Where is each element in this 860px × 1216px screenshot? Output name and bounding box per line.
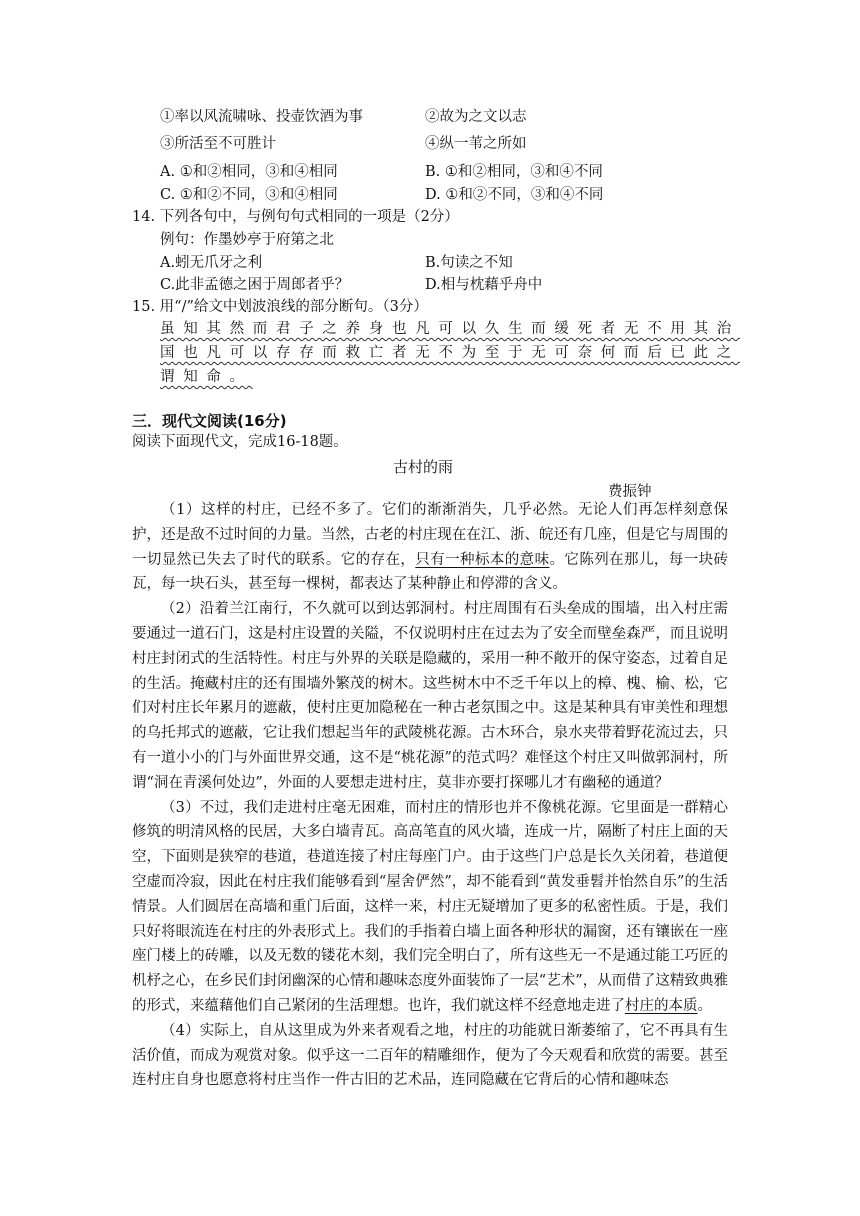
article-body <box>132 498 728 1093</box>
q15-wavy-text-3: 谓知命。 <box>160 369 253 385</box>
q15-passage-line-3 <box>160 367 253 387</box>
section-heading: 三．现代文阅读(16分) <box>132 412 287 430</box>
paragraph-3 <box>132 796 728 1019</box>
paragraph-2: （2）沿着兰江南行，不久就可以到达郭洞村。村庄周围有石头垒成的围墙，出入村庄需要通过一道石门，这是村庄设置的关隘，不仅说明村庄在过去为了安全而壁垒森严，而且说明村庄封闭式的生活特性。村庄与外界的关联是隐藏的，采用一种不敞开的保守姿态，过着自足的生活。掩藏村庄的还有围墙外繁茂的树木。这些树木中不乏千年以上的樟、槐、榆、松，它们对村庄长年累月的遮蔽，使村庄更加隐秘在一种古老氛围之中。这是某种具有审美性和理想的乌托邦式的遮蔽，它让我们想起当年的武陵桃花源。古木环合，泉水夹带着野花流过去，只有一道小小的门与外面世界交通，这不是“桃花源”的范式吗？难怪这个村庄又叫做郭洞村，所谓“洞在青溪何处边”，外面的人要想走进村庄，莫非亦要打探哪儿才有幽秘的通道？ <box>132 601 728 791</box>
q13-item-3: ③所活至不可胜计 <box>160 136 276 152</box>
paragraph-3-text-b: 。 <box>697 997 712 1014</box>
q13-item-4: ④纵一苇之所如 <box>425 136 527 152</box>
q13-option-b: B. ①和②相同，③和④不同 <box>425 164 603 180</box>
paragraph-1-text-b: 。它陈列在那儿，每一块砖瓦，每一块石头，甚至每一棵树，都表达了某种静止和停滞的含义。 <box>132 551 729 593</box>
q14-stem: 14. 下列各句中，与例句句式相同的一项是（2分） <box>132 209 459 225</box>
paragraph-4: （4）实际上，自从这里成为外来者观看之地，村庄的功能就日渐萎缩了，它不再具有生活价值，而成为观赏对象。似乎这一二百年的精雕细作，便为了今天观看和欣赏的需要。甚至连村庄自身也愿意将村庄当作一件古旧的艺术品，连同隐藏在它背后的心情和趣味态 <box>132 1022 728 1089</box>
q13-option-d: D. ①和②不同，③和④不同 <box>425 187 604 203</box>
paragraph-3-text-a: （3）不过，我们走进村庄毫无困难，而村庄的情形也并不像桃花源。它里面是一群精心修筑的明清风格的民居，大多白墙青瓦。高高笔直的风火墙，连成一片，隔断了村庄上面的天空，下面则是狭窄的巷道，巷道连接了村庄每座门户。由于这些门户总是长久关闭着，巷道便空虚而冷寂，因此在村庄我们能够看到“屋舍俨然”，却不能看到“黄发垂髫并怡然自乐”的生活情景。人们圆居在高墙和重门后面，这样一来，村庄无疑增加了更多的私密性质。于是，我们只好将眼流连在村庄的外表形式上。我们的手指着白墙上面各种形状的漏窗，还有镶嵌在一座座门楼上的砖雕，以及无数的镂花木刻，我们完全明白了，所有这些无一不是通过能工巧匠的机杼之心，在乡民们封闭幽深的心情和趣味态度外面装饰了一层“艺术”，从而借了这精致典雅的形式，来蕴藉他们自己紧闭的生活理想。也许，我们就这样不经意地走进了 <box>132 799 728 1014</box>
q14-option-b: B.句读之不知 <box>425 255 513 271</box>
q15-wavy-text-1: 虽知其然而君子之养身也凡可以久生而缓死者无不用其治 <box>160 321 740 337</box>
q15-stem: 15. 用“/”给文中划波浪线的部分断句。（3分） <box>132 299 428 315</box>
q15-passage-line-1 <box>160 319 740 339</box>
q14-example: 例句：作墨妙亭于府第之北 <box>160 232 334 248</box>
article-author: 费振钟 <box>608 484 652 500</box>
paragraph-1 <box>132 498 728 597</box>
underlined-phrase-2: 村庄的本质 <box>625 997 698 1014</box>
underlined-phrase-1: 只有一种标本的意味 <box>415 551 550 568</box>
q14-option-d: D.相与枕藉乎舟中 <box>425 277 543 293</box>
paragraph-1-text-a: （1）这样的村庄，已经不多了。它们的渐渐消失，几乎必然。无论人们再怎样刻意保护，还是敌不过时间的力量。当然，古老的村庄现在在江、浙、皖还有几座，但是它与周围的一切显然已失去了时代的联系。它的存在， <box>132 502 728 568</box>
q13-option-a: A. ①和②相同，③和④相同 <box>160 164 338 180</box>
q13-option-c: C. ①和②不同，③和④相同 <box>160 187 338 203</box>
q14-option-a: A.蚓无爪牙之利 <box>160 255 263 271</box>
q13-item-1: ①率以风流啸咏、投壶饮酒为事 <box>160 109 363 125</box>
q13-item-2: ②故为之文以志 <box>425 109 527 125</box>
section-instruction: 阅读下面现代文，完成16-18题。 <box>132 434 348 450</box>
q14-option-c: C.此非孟德之困于周郎者乎？ <box>160 277 350 293</box>
q15-wavy-text-2: 国也凡可以存存而救亡者无不为至于无可奈何而后已此之 <box>160 345 740 361</box>
q15-passage-line-2 <box>160 343 740 363</box>
article-title: 古村的雨 <box>393 458 454 476</box>
